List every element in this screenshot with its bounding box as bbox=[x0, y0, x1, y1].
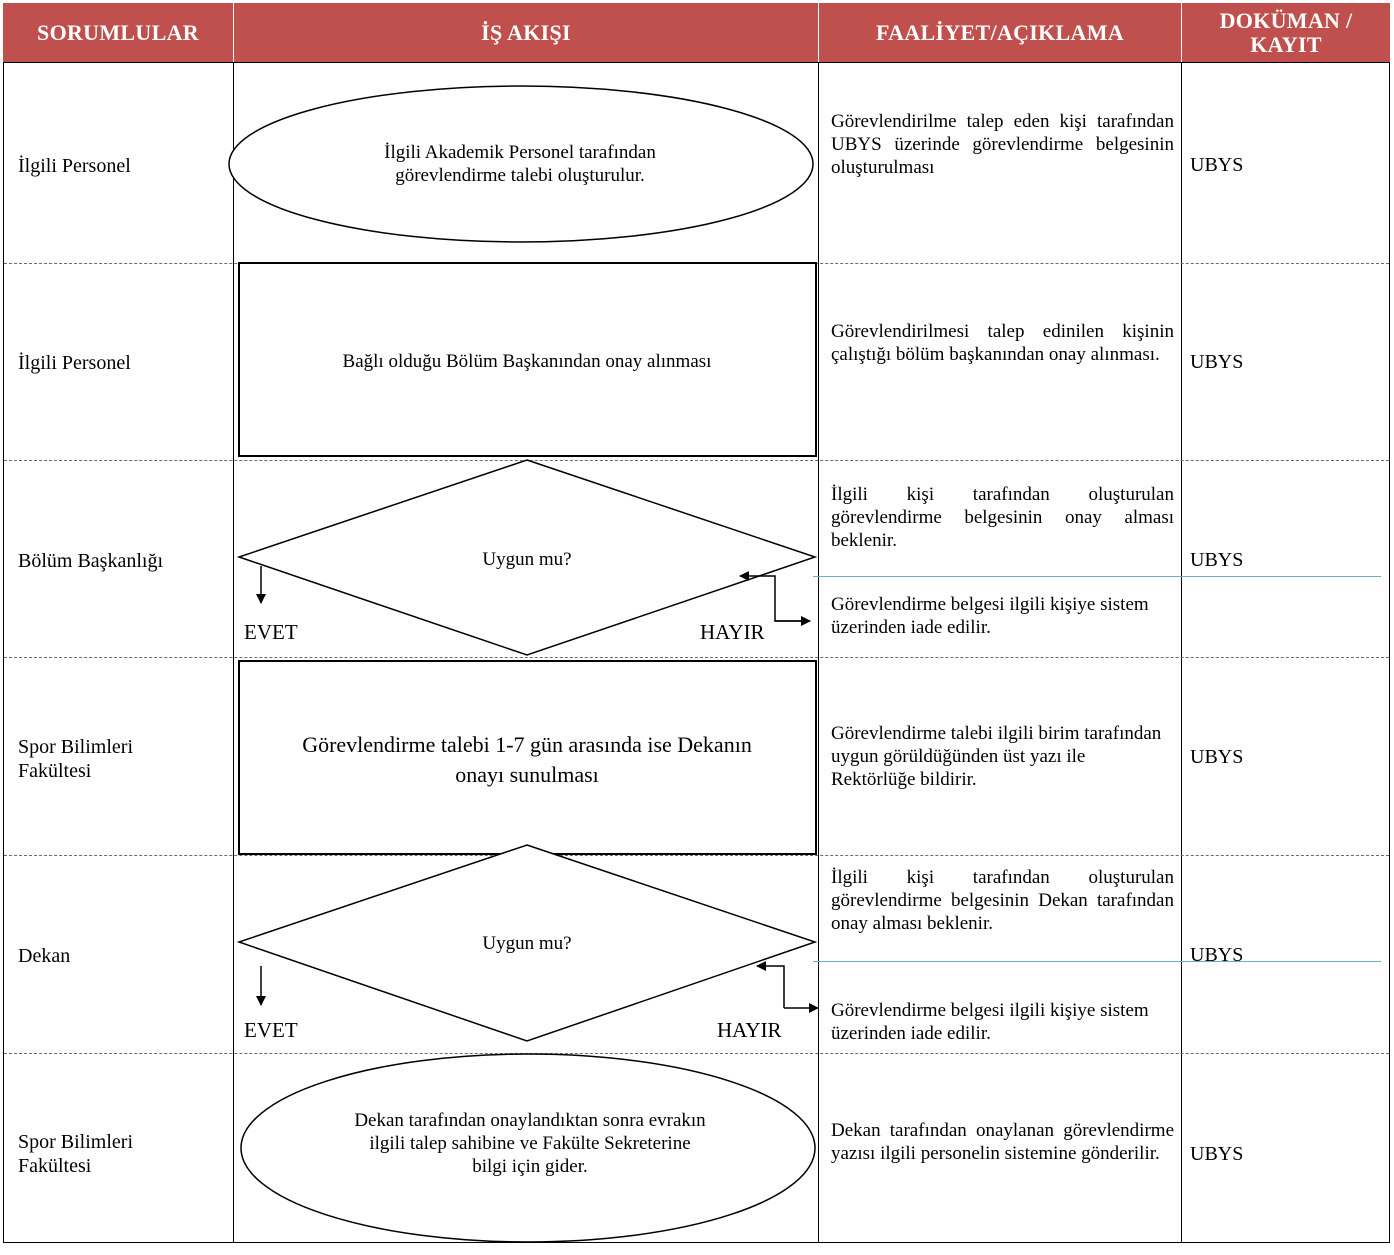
description-divider bbox=[813, 961, 1381, 962]
record-cell: UBYS bbox=[1190, 944, 1244, 966]
decision-text: Uygun mu? bbox=[482, 933, 572, 954]
responsible-cell: Spor Bilimleri Fakültesi bbox=[18, 1131, 133, 1177]
flow-step-text: Dekan tarafından onaylandıktan sonra evrakın ilgili talep sahibine ve Fakülte Sekreterine bilgi için gider. bbox=[354, 1110, 706, 1177]
responsible-cell: İlgili Personel bbox=[18, 352, 131, 374]
description-cell: Görevlendirilme talep eden kişi tarafından UBYS üzerinde görevlendirme belgesinin oluşturulması bbox=[831, 111, 1174, 178]
header-sorumlular: SORUMLULAR bbox=[3, 3, 233, 62]
no-arrow bbox=[757, 966, 784, 1008]
description-divider bbox=[813, 576, 1381, 577]
flow-step-text: Bağlı olduğu Bölüm Başkanından onay alınması bbox=[342, 351, 712, 372]
decision-text: Uygun mu? bbox=[482, 549, 572, 570]
description-cell: Görevlendirme talebi ilgili birim tarafından uygun görüldüğünden üst yazı ile Rektörlüğe bildirir. bbox=[831, 723, 1162, 790]
responsible-cell: İlgili Personel bbox=[18, 155, 131, 177]
record-cell: UBYS bbox=[1190, 549, 1244, 571]
responsible-cell: Dekan bbox=[18, 945, 71, 967]
responsible-cell: Bölüm Başkanlığı bbox=[18, 550, 163, 572]
description-no-cell: Görevlendirme belgesi ilgili kişiye sistem üzerinden iade edilir. bbox=[831, 1000, 1149, 1044]
description-cell: İlgili kişi tarafından oluşturulan görevlendirme belgesinin Dekan tarafından onay alması beklenir. bbox=[831, 867, 1174, 934]
no-label: HAYIR bbox=[700, 620, 765, 644]
flow-step-text: İlgili Akademik Personel tarafından görevlendirme talebi oluşturulur. bbox=[384, 142, 656, 186]
record-cell: UBYS bbox=[1190, 1143, 1244, 1165]
description-cell: Dekan tarafından onaylanan görevlendirme yazısı ilgili personelin sistemine gönderilir. bbox=[831, 1120, 1174, 1164]
header-is-akisi: İŞ AKIŞI bbox=[234, 3, 818, 62]
header-dokuman: DOKÜMAN / KAYIT bbox=[1182, 3, 1390, 62]
flow-step-text: Görevlendirme talebi 1-7 gün arasında ise Dekanın onayı sunulması bbox=[302, 732, 752, 787]
record-cell: UBYS bbox=[1190, 746, 1244, 768]
yes-label: EVET bbox=[244, 620, 298, 644]
description-no-cell: Görevlendirme belgesi ilgili kişiye sistem üzerinden iade edilir. bbox=[831, 594, 1149, 638]
yes-label: EVET bbox=[244, 1018, 298, 1042]
no-arrow bbox=[740, 576, 810, 621]
description-cell: İlgili kişi tarafından oluşturulan görevlendirme belgesinin onay alması beklenir. bbox=[831, 484, 1174, 551]
record-cell: UBYS bbox=[1190, 154, 1244, 176]
responsible-cell: Spor Bilimleri Fakültesi bbox=[18, 736, 133, 782]
description-cell: Görevlendirilmesi talep edinilen kişinin çalıştığı bölüm başkanından onay alınması. bbox=[831, 321, 1174, 365]
record-cell: UBYS bbox=[1190, 351, 1244, 373]
no-label: HAYIR bbox=[717, 1018, 782, 1042]
header-faaliyet: FAALİYET/AÇIKLAMA bbox=[819, 3, 1181, 62]
